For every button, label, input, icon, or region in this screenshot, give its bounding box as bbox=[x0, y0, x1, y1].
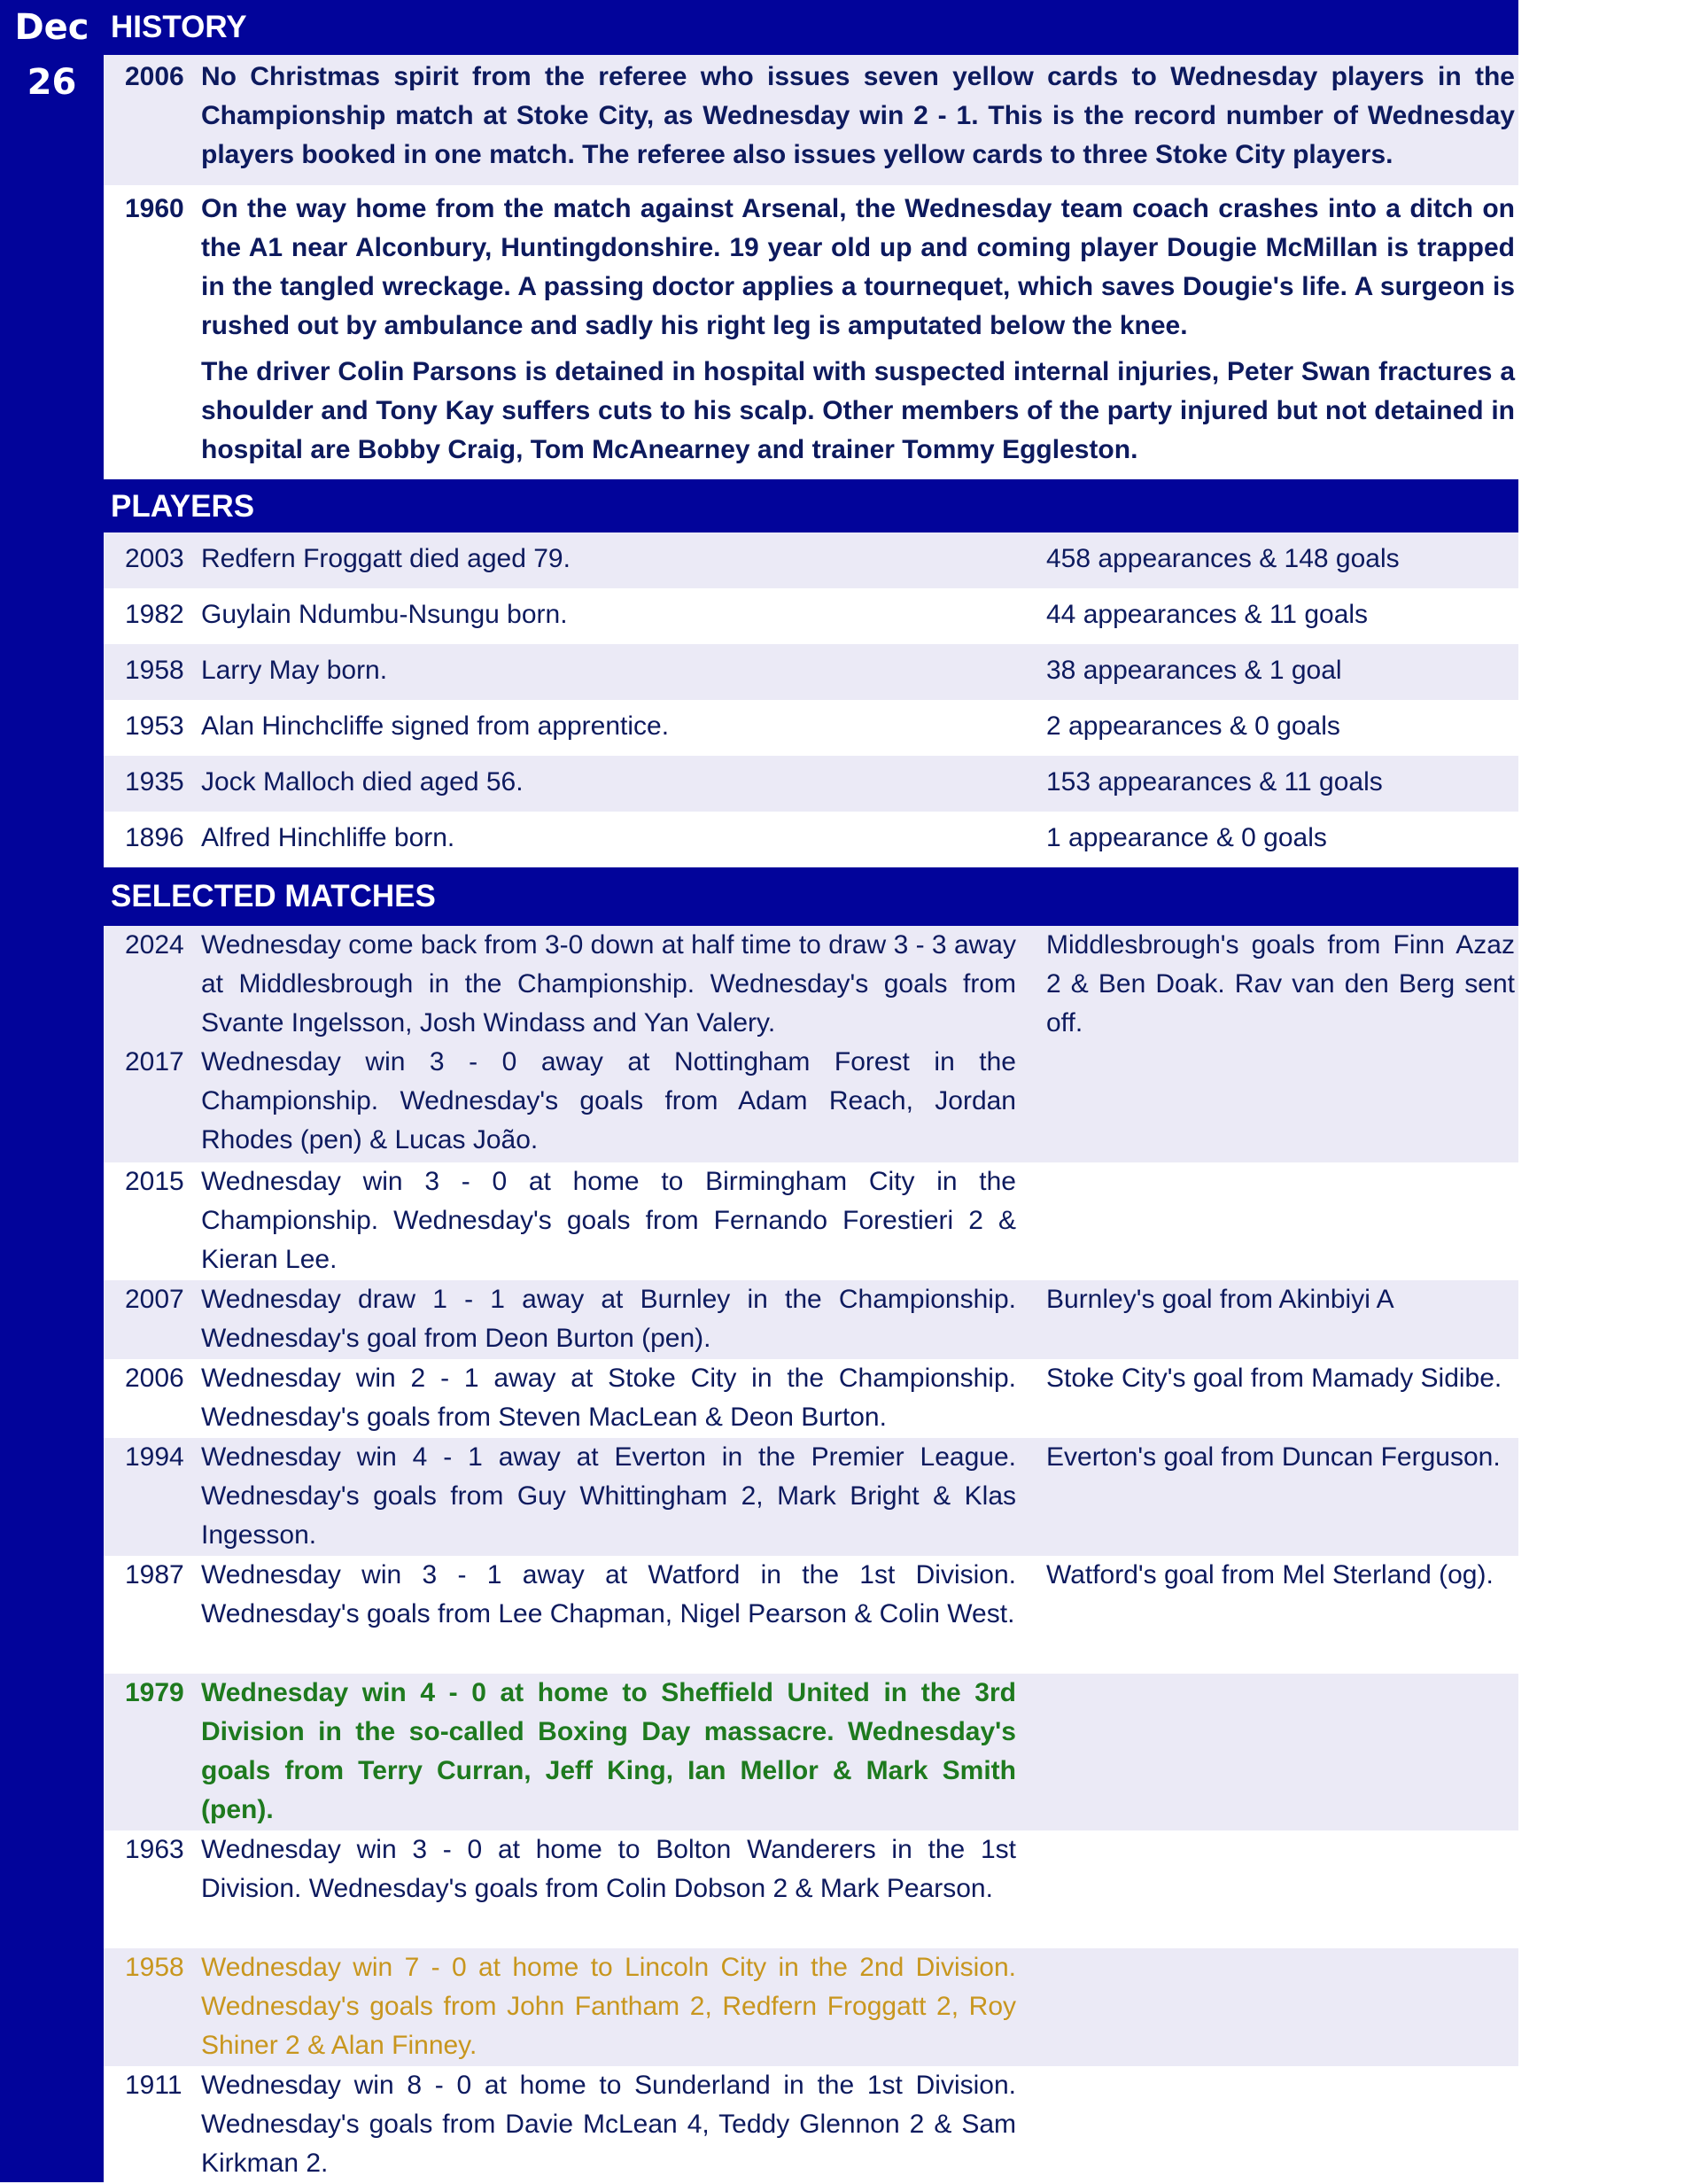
match-year: 2024 bbox=[125, 930, 184, 960]
history-year: 2006 bbox=[125, 62, 184, 91]
match-opponent: Burnley's goal from Akinbiyi A bbox=[1046, 1285, 1394, 1314]
match-row bbox=[104, 2066, 1518, 2184]
player-row bbox=[104, 812, 1518, 867]
match-opponent: Everton's goal from Duncan Ferguson. bbox=[1046, 1442, 1501, 1472]
match-year: 2007 bbox=[125, 1285, 184, 1314]
players-header: PLAYERS bbox=[104, 479, 1518, 532]
match-row bbox=[104, 1359, 1518, 1438]
player-row bbox=[104, 532, 1518, 588]
match-year: 2017 bbox=[125, 1047, 184, 1076]
match-opponent: Stoke City's goal from Mamady Sidibe. bbox=[1046, 1364, 1502, 1393]
player-stats: 2 appearances & 0 goals bbox=[1046, 711, 1340, 741]
match-text: Wednesday win 3 - 0 at home to Birmingham City in the Championship. Wednesday's goals from Fernando Forestieri 2 & Kieran Lee. bbox=[201, 1167, 1016, 1274]
match-opponent: Watford's goal from Mel Sterland (og). bbox=[1046, 1560, 1494, 1589]
player-text: Redfern Froggatt died aged 79. bbox=[201, 544, 571, 573]
match-text: Wednesday draw 1 - 1 away at Burnley in the Championship. Wednesday's goal from Deon Burton (pen). bbox=[201, 1285, 1016, 1353]
player-year: 1982 bbox=[125, 600, 184, 629]
page-content bbox=[104, 0, 1518, 2184]
date-month: Dec bbox=[14, 7, 89, 48]
match-row bbox=[104, 1830, 1518, 1948]
match-year: 1963 bbox=[125, 1835, 184, 1864]
player-stats: 44 appearances & 11 goals bbox=[1046, 600, 1369, 629]
match-text: Wednesday win 4 - 1 away at Everton in the Premier League. Wednesday's goals from Guy Whittingham 2, Mark Bright & Klas Ingesson. bbox=[201, 1442, 1016, 1550]
player-stats: 153 appearances & 11 goals bbox=[1046, 767, 1383, 797]
player-text: Alan Hinchcliffe signed from apprentice. bbox=[201, 711, 670, 741]
history-text-continued: The driver Colin Parsons is detained in hospital with suspected internal injuries, Peter Swan fractures a shoulder and Tony Kay suffers cuts to his scalp. Other members of the party injured but not detained in hospital are Bobby Craig, Tom McAnearney and trainer Tommy Eggleston. bbox=[201, 357, 1515, 464]
match-row bbox=[104, 1043, 1518, 1160]
match-text: Wednesday win 7 - 0 at home to Lincoln City in the 2nd Division. Wednesday's goals from John Fantham 2, Redfern Froggatt 2, Roy Shiner 2 & Alan Finney. bbox=[201, 1953, 1016, 2060]
player-year: 1896 bbox=[125, 823, 184, 852]
history-text: No Christmas spirit from the referee who issues seven yellow cards to Wednesday players in the Championship match at Stoke City, as Wednesday win 2 - 1. This is the record number of Wednesday players booked in one match. The referee also issues yellow cards to three Stoke City players. bbox=[201, 62, 1515, 169]
player-row bbox=[104, 756, 1518, 812]
match-year: 2015 bbox=[125, 1167, 184, 1196]
match-year: 1979 bbox=[125, 1678, 184, 1707]
match-row bbox=[104, 1280, 1518, 1359]
match-text: Wednesday come back from 3-0 down at half time to draw 3 - 3 away at Middlesbrough in the Championship. Wednesday's goals from Svante Ingelsson, Josh Windass and Yan Valery. bbox=[201, 930, 1016, 1038]
player-text: Guylain Ndumbu-Nsungu born. bbox=[201, 600, 568, 629]
match-row-highlight bbox=[104, 1674, 1518, 1830]
player-year: 1935 bbox=[125, 767, 184, 797]
match-row bbox=[104, 1438, 1518, 1556]
match-row bbox=[104, 1162, 1518, 1280]
history-item bbox=[104, 185, 1518, 479]
match-year: 1958 bbox=[125, 1953, 184, 1982]
match-group bbox=[104, 926, 1518, 1162]
history-year: 1960 bbox=[125, 194, 184, 223]
match-year: 1994 bbox=[125, 1442, 184, 1472]
player-text: Alfred Hinchliffe born. bbox=[201, 823, 455, 852]
player-text: Jock Malloch died aged 56. bbox=[201, 767, 524, 797]
player-row bbox=[104, 700, 1518, 756]
match-row-highlight bbox=[104, 1948, 1518, 2066]
player-stats: 1 appearance & 0 goals bbox=[1046, 823, 1327, 852]
player-year: 1958 bbox=[125, 656, 184, 685]
history-item bbox=[104, 55, 1518, 185]
match-text: Wednesday win 3 - 0 at home to Bolton Wanderers in the 1st Division. Wednesday's goals from Colin Dobson 2 & Mark Pearson. bbox=[201, 1835, 1016, 1903]
player-year: 2003 bbox=[125, 544, 184, 573]
match-year: 1987 bbox=[125, 1560, 184, 1589]
player-text: Larry May born. bbox=[201, 656, 388, 685]
match-year: 1911 bbox=[125, 2071, 182, 2100]
match-text: Wednesday win 3 - 1 away at Watford in the 1st Division. Wednesday's goals from Lee Chapman, Nigel Pearson & Colin West. bbox=[201, 1560, 1016, 1628]
match-opponent: Middlesbrough's goals from Finn Azaz 2 & Ben Doak. Rav van den Berg sent off. bbox=[1046, 930, 1515, 1038]
player-stats: 458 appearances & 148 goals bbox=[1046, 544, 1400, 573]
match-year: 2006 bbox=[125, 1364, 184, 1393]
match-text: Wednesday win 8 - 0 at home to Sunderland in the 1st Division. Wednesday's goals from Davie McLean 4, Teddy Glennon 2 & Sam Kirkman 2. bbox=[201, 2071, 1016, 2178]
player-row bbox=[104, 644, 1518, 700]
history-header: HISTORY bbox=[104, 0, 1518, 55]
match-text: Wednesday win 4 - 0 at home to Sheffield United in the 3rd Division in the so-called Boxing Day massacre. Wednesday's goals from Terry Curran, Jeff King, Ian Mellor & Mark Smith (pen). bbox=[201, 1678, 1016, 1824]
date-day: 26 bbox=[27, 62, 77, 103]
match-row bbox=[104, 1556, 1518, 1674]
date-sidebar bbox=[0, 0, 104, 2182]
match-text: Wednesday win 2 - 1 away at Stoke City in the Championship. Wednesday's goals from Steven MacLean & Deon Burton. bbox=[201, 1364, 1016, 1432]
player-year: 1953 bbox=[125, 711, 184, 741]
player-stats: 38 appearances & 1 goal bbox=[1046, 656, 1342, 685]
matches-header: SELECTED MATCHES bbox=[104, 867, 1518, 926]
match-text: Wednesday win 3 - 0 away at Nottingham Forest in the Championship. Wednesday's goals from Adam Reach, Jordan Rhodes (pen) & Lucas João. bbox=[201, 1047, 1016, 1154]
history-text: On the way home from the match against Arsenal, the Wednesday team coach crashes into a ditch on the A1 near Alconbury, Huntingdonshire. 19 year old up and coming player Dougie McMillan is trapped in the tangled wreckage. A passing doctor applies a tournequet, which saves Dougie's life. A surgeon is rushed out by ambulance and sadly his right leg is amputated below the knee. bbox=[201, 194, 1515, 340]
match-row bbox=[104, 926, 1518, 1043]
player-row bbox=[104, 588, 1518, 644]
